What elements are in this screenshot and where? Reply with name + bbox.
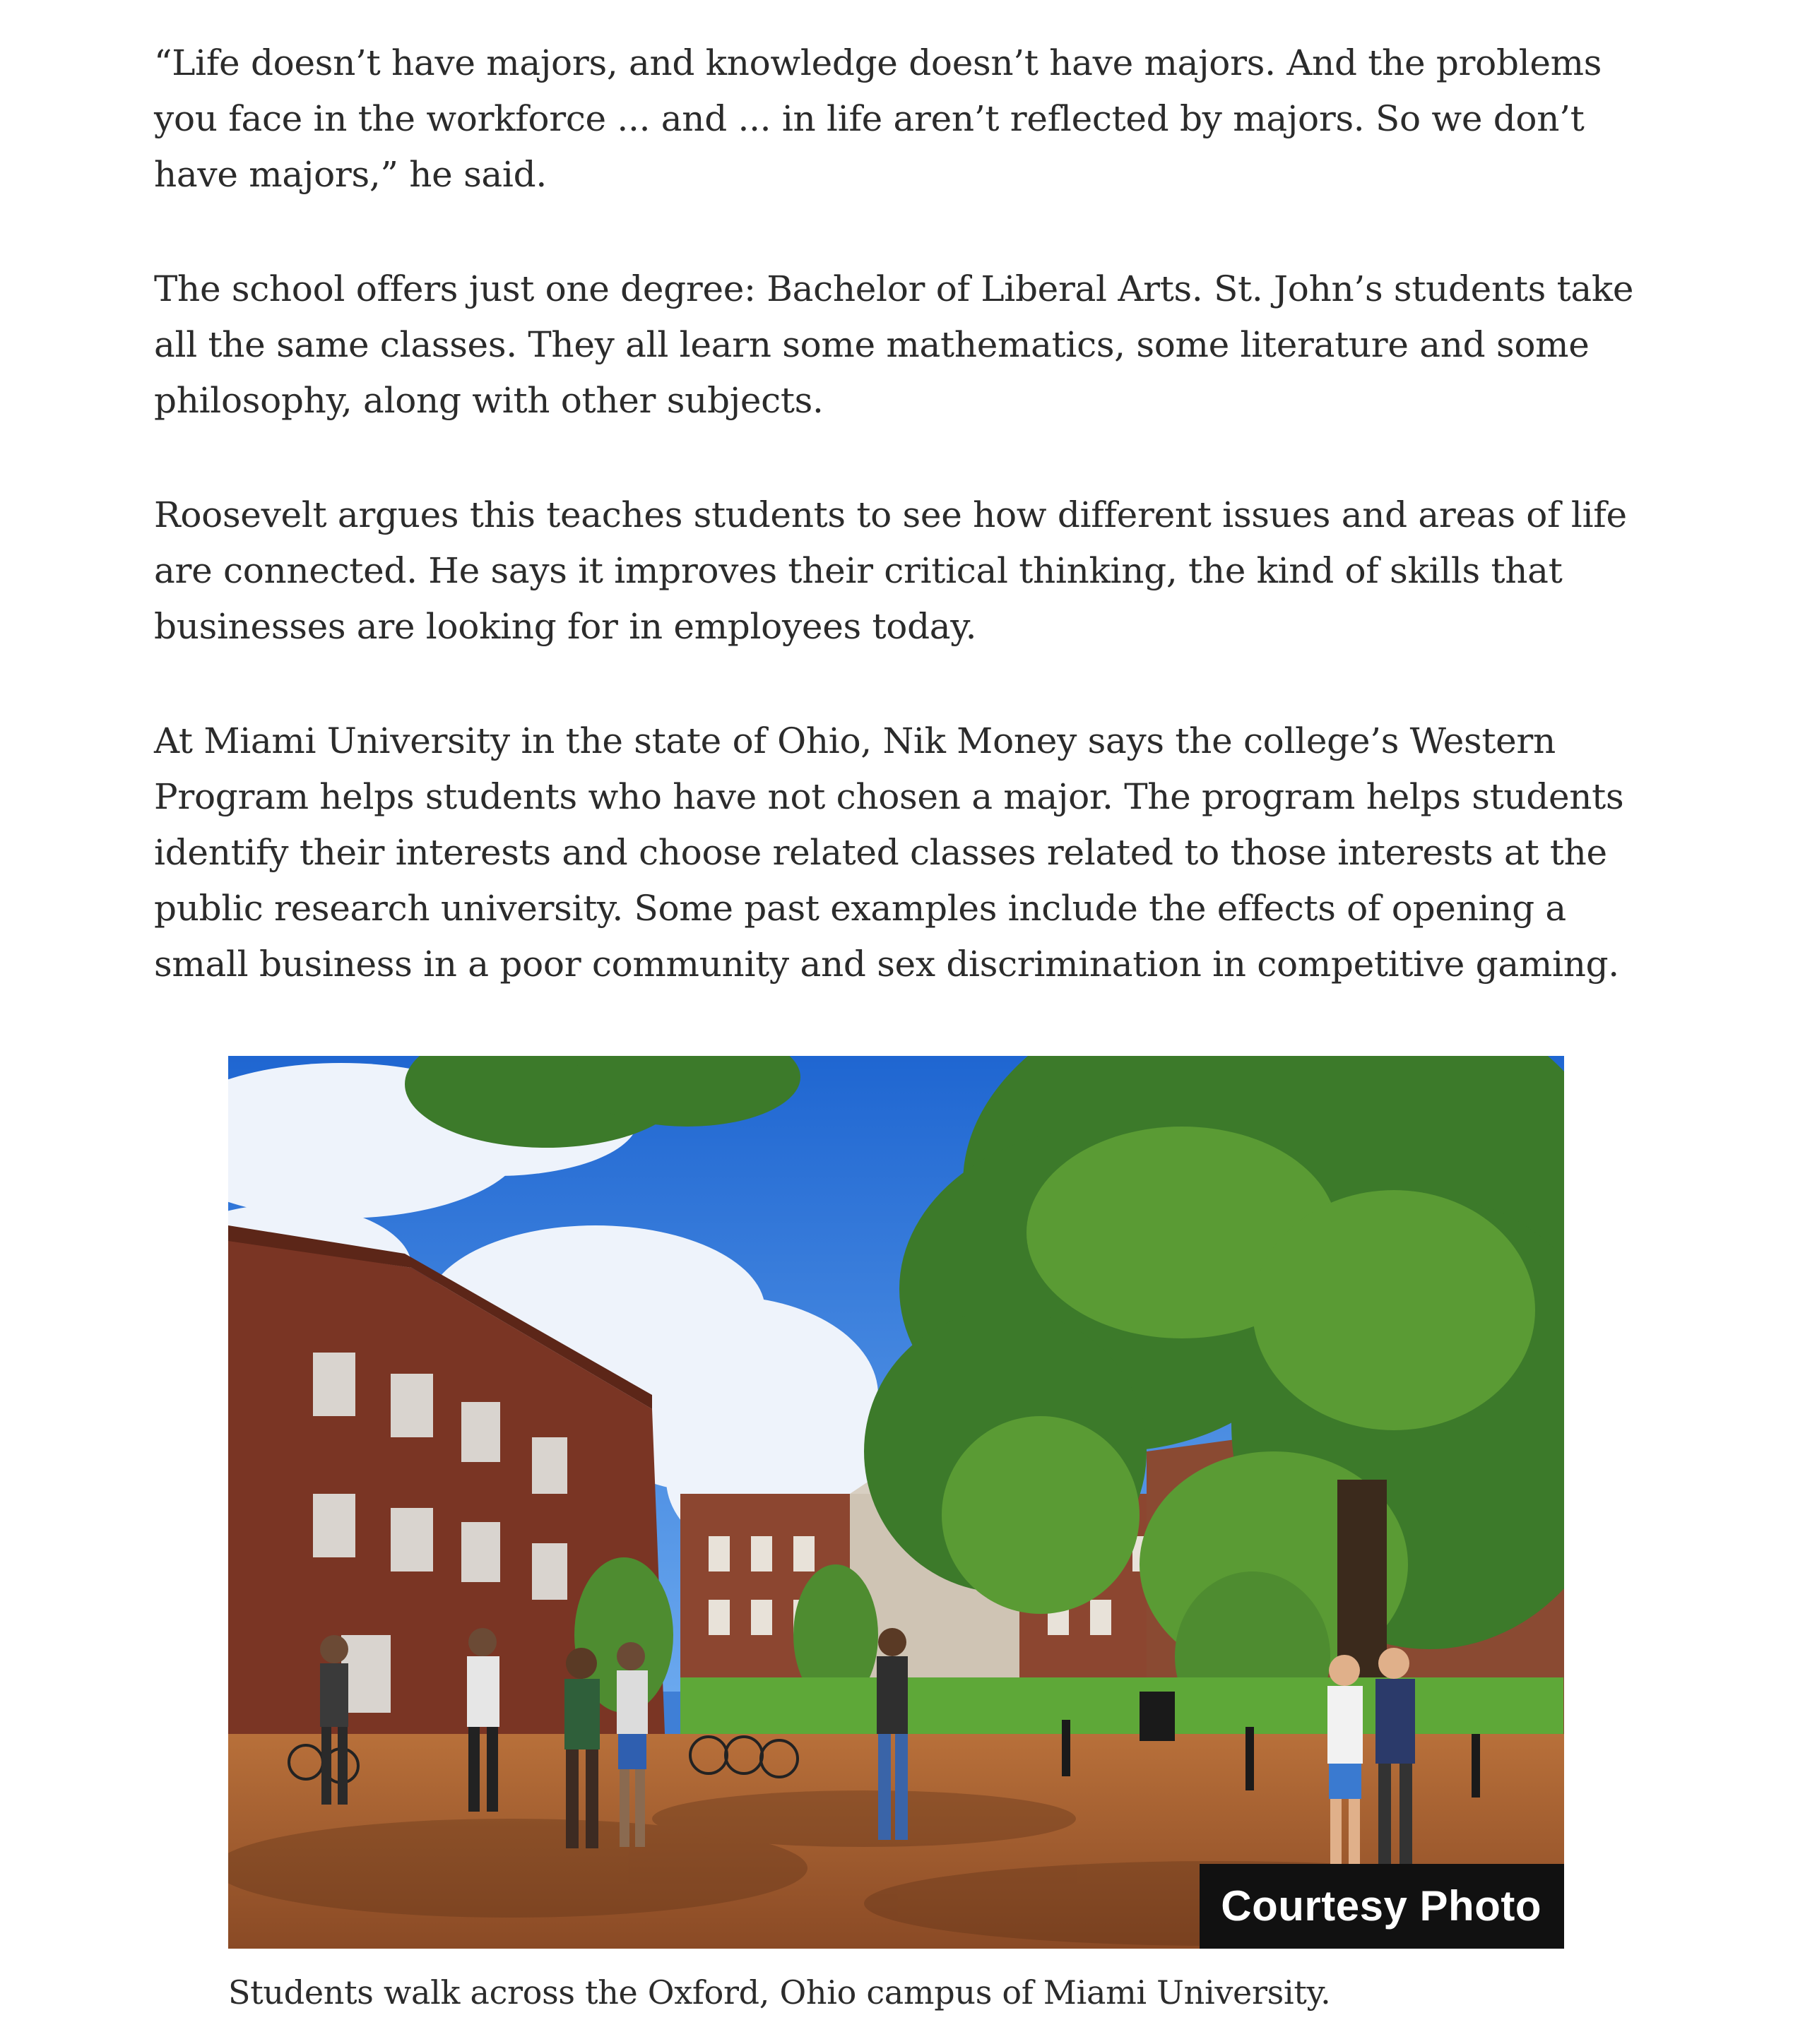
paragraph-2: The school offers just one degree: Bachelor of Liberal Arts. St. John’s students take all the same classes. They all learn some mathematics, some literature and some philosophy, along with other subjects. — [154, 268, 1634, 421]
campus-photo-illustration — [228, 1056, 1564, 1949]
article-figure — [228, 1056, 1564, 2014]
paragraph-4: At Miami University in the state of Ohio, Nik Money says the college’s Western Program helps students who have not chosen a major. The program helps students identify their interests and choose related classes related to those interests at the public research university. Some past examples include the effects of opening a small business in a poor community and sex discrimination in competitive gaming. — [154, 720, 1624, 985]
photo-caption: Students walk across the Oxford, Ohio campus of Miami University. — [228, 1973, 1331, 2012]
campus-photo — [228, 1056, 1564, 1949]
paragraph-1: “Life doesn’t have majors, and knowledge doesn’t have majors. And the problems you face in the workforce ... and ... in life aren’t reflected by majors. So we don’t have majors,” he said. — [154, 42, 1602, 195]
article-body — [154, 35, 1652, 1051]
photo-credit-badge: Courtesy Photo — [1200, 1864, 1564, 1949]
paragraph-3: Roosevelt argues this teaches students to see how different issues and areas of life are connected. He says it improves their critical thinking, the kind of skills that businesses are looking for in employees today. — [154, 494, 1627, 647]
